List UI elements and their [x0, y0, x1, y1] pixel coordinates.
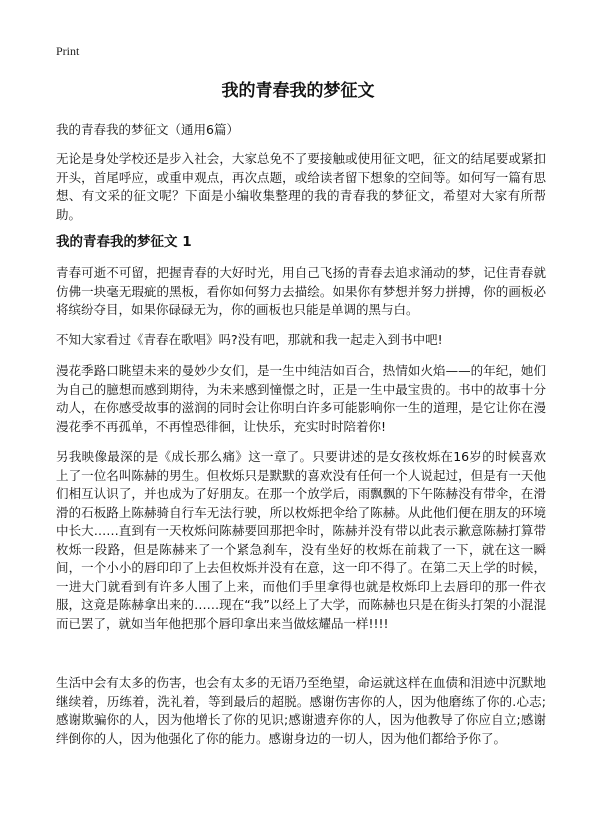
section-heading: 我的青春我的梦征文 1	[56, 234, 192, 250]
body-paragraph-1: 青春可逝不可留，把握青春的大好时光，用自己飞扬的青春去追求涌动的梦，记住青春就仿佛一块毫无瑕疵的黑板，看你如何努力去描绘。如果你有梦想并努力拼搏，你的画板必将缤纷夺目，如果你碌碌无为，你的画板也只能是单调的黑与白。	[56, 265, 546, 317]
print-link[interactable]: Print	[56, 44, 80, 58]
intro-paragraph: 无论是身处学校还是步入社会，大家总免不了要接触或使用征文吧，征文的结尾要或紧扣开头，首尾呼应，或重申观点，再次点题，或给读者留下想象的空间等。如何写一篇有思想、有文采的征文呢？下面是小编收集整理的我的青春我的梦征文，希望对大家有所帮助。	[56, 151, 546, 222]
body-paragraph-3: 漫花季路口眺望未来的曼妙少女们，是一生中纯洁如百合，热情如火焰——的年纪，她们为自己的臆想而感到期待，为未来感到憧憬之时，正是一生中最宝贵的。书中的故事十分动人，在你感受故事的滋润的同时会让你明白许多可能影响你一生的道理，是它让你在漫漫花季不再孤单，不再惶恐徘徊，让快乐，充实时时陪着你!	[56, 363, 546, 434]
body-paragraph-4: 另我映像最深的是《成长那么痛》这一章了。只要讲述的是女孩枚烁在16岁的时候喜欢上了一位名叫陈赫的男生。但枚烁只是默默的喜欢没有任何一个人说起过，但是有一天他们相互认识了，并也成为了好朋友。在那一个放学后，雨飘飘的下午陈赫没有带伞，在滑滑的石板路上陈赫骑自行车无法行驶，所以枚烁把伞给了陈赫。从此他们便在朋友的环境中长大……直到有一天枚烁问陈赫要回那把伞时，陈赫并没有带以此表示歉意陈赫打算带枚烁一段路，但是陈赫来了一个紧急刹车，没有坐好的枚烁在前栽了一下，就在这一瞬间，一个小小的唇印印了上去但枚烁并没有在意，这一印不得了。在第二天上学的时候，一进大门就看到有许多人围了上来，而他们手里拿得也就是枚烁印上去唇印的那一件衣服，这竟是陈赫拿出来的……现在“我”以经上了大学，而陈赫也只是在街头打架的小混混而已罢了，就如当年他把那个唇印拿出来当做炫耀品一样!!!!	[56, 449, 546, 631]
page-title: 我的青春我的梦征文	[221, 81, 375, 101]
body-paragraph-5: 生活中会有太多的伤害，也会有太多的无语乃至绝望，命运就这样在血债和泪迹中沉默地继续着，历练着，洗礼着，等到最后的超脱。感谢伤害你的人，因为他磨练了你的.心志;感谢欺骗你的人，因为他增长了你的见识;感谢遗弃你的人，因为他教导了你应自立;感谢绊倒你的人，因为他强化了你的能力。感谢身边的一切人，因为他们都给予你了。	[56, 675, 546, 746]
document-subtitle: 我的青春我的梦征文（通用6篇）	[56, 122, 239, 137]
body-paragraph-2: 不知大家看过《青春在歌唱》吗?没有吧，那就和我一起走入到书中吧!	[56, 332, 443, 347]
